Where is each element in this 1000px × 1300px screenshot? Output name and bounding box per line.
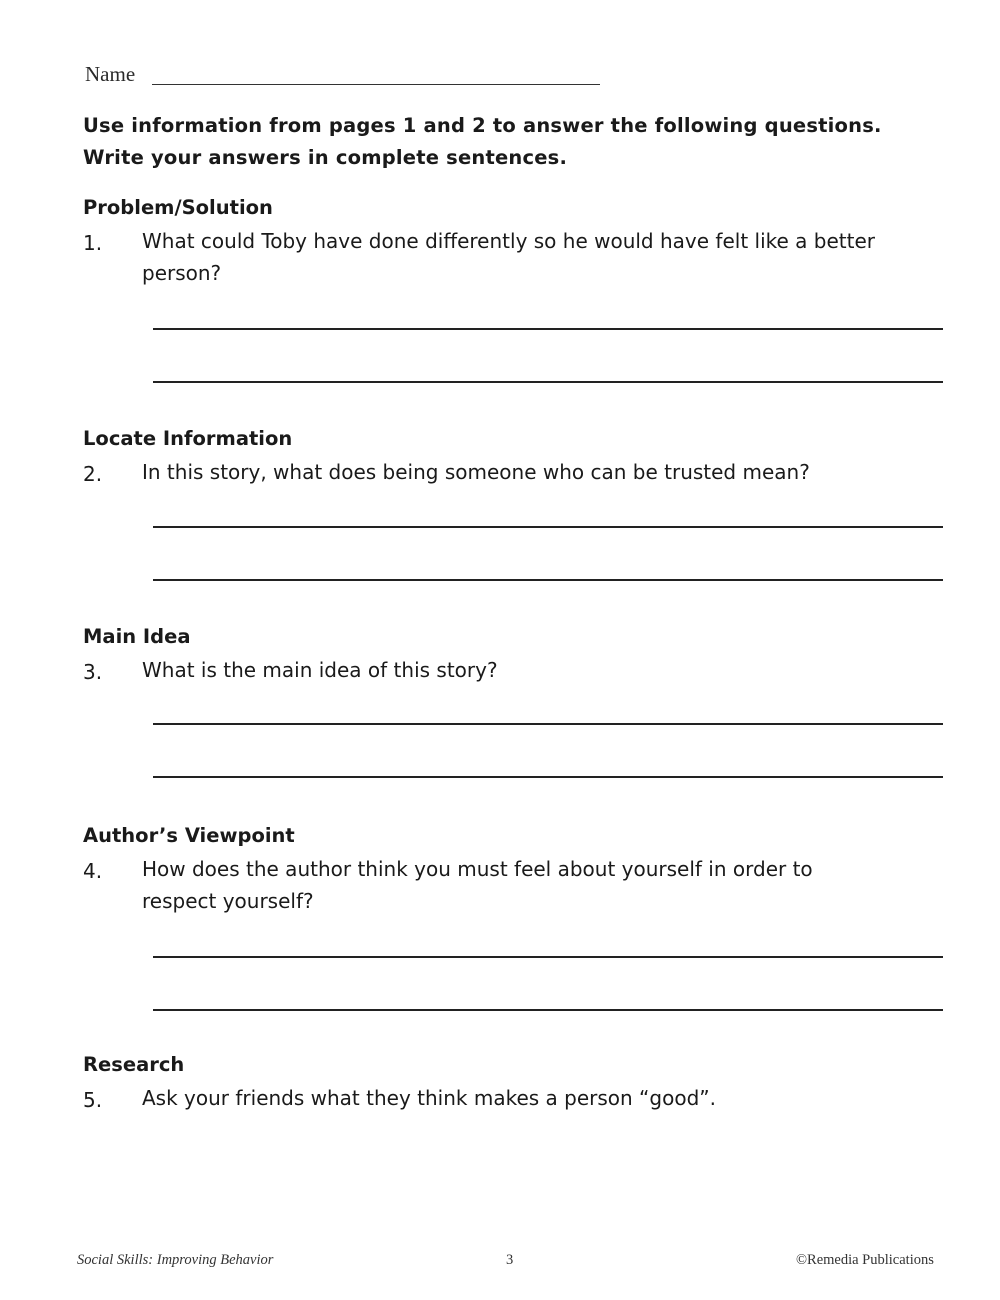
footer-book-title: Social Skills: Improving Behavior: [77, 1252, 274, 1268]
section-title-main-idea: Main Idea: [83, 625, 191, 648]
section-title-problem-solution: Problem/Solution: [83, 196, 273, 219]
question-number-3: 3.: [83, 660, 103, 684]
section-title-locate-information: Locate Information: [83, 427, 293, 450]
answer-line-2a[interactable]: [153, 526, 943, 528]
section-title-research: Research: [83, 1053, 185, 1076]
answer-line-1a[interactable]: [153, 328, 943, 330]
question-text-5: Ask your friends what they think makes a person “good”.: [142, 1086, 716, 1110]
footer-page-number: 3: [506, 1252, 514, 1268]
name-label: Name: [85, 62, 136, 86]
answer-line-3a[interactable]: [153, 723, 943, 725]
question-number-5: 5.: [83, 1088, 103, 1112]
question-text-1: What could Toby have done differently so he would have felt like a better person?: [142, 229, 875, 285]
answer-line-1b[interactable]: [153, 381, 943, 383]
footer-publisher: ©Remedia Publications: [796, 1252, 934, 1268]
name-field[interactable]: [152, 84, 600, 85]
question-number-1: 1.: [83, 231, 103, 255]
answer-line-4b[interactable]: [153, 1009, 943, 1011]
answer-line-4a[interactable]: [153, 956, 943, 958]
instructions-line-2: Write your answers in complete sentences.: [83, 146, 568, 169]
instructions: [83, 110, 963, 174]
question-text-4: How does the author think you must feel about yourself in order to respect yourself?: [142, 857, 813, 913]
instructions-line-1: Use information from pages 1 and 2 to answer the following questions.: [83, 114, 882, 137]
question-number-2: 2.: [83, 462, 103, 486]
question-text-3: What is the main idea of this story?: [142, 658, 498, 682]
answer-line-2b[interactable]: [153, 579, 943, 581]
answer-line-3b[interactable]: [153, 776, 943, 778]
question-number-4: 4.: [83, 859, 103, 883]
question-text-2: In this story, what does being someone who can be trusted mean?: [142, 460, 810, 484]
section-title-authors-viewpoint: Author’s Viewpoint: [83, 824, 295, 847]
name-row: [85, 60, 605, 90]
